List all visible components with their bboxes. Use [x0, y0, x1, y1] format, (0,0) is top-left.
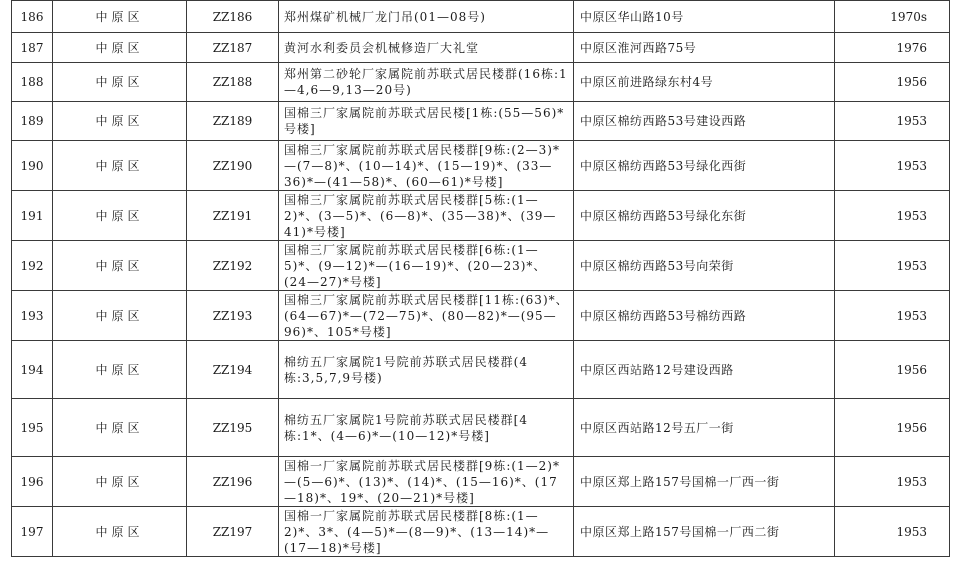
code-cell: ZZ190 [187, 141, 279, 191]
building-name-cell: 郑州第二砂轮厂家属院前苏联式居民楼群(16栋:1—4,6—9,13—20号) [279, 63, 574, 102]
year-cell: 1953 [835, 191, 950, 241]
code-cell: ZZ188 [187, 63, 279, 102]
year-cell: 1956 [835, 399, 950, 457]
address-cell: 中原区棉纺西路53号绿化东街 [574, 191, 835, 241]
building-name-cell: 国棉三厂家属院前苏联式居民楼群[11栋:(63)*、(64—67)*—(72—75)*、(80—82)*—(95—96)*、105*号楼] [279, 291, 574, 341]
row-number: 195 [12, 399, 53, 457]
year-cell: 1970s [835, 1, 950, 33]
building-name-cell: 国棉一厂家属院前苏联式居民楼群[9栋:(1—2)*—(5—6)*、(13)*、(14)*、(15—16)*、(17—18)*、19*、(20—21)*号楼] [279, 457, 574, 507]
year-cell: 1953 [835, 507, 950, 557]
table-row [12, 507, 950, 557]
year-cell: 1956 [835, 341, 950, 399]
district-cell: 中原区 [53, 102, 187, 141]
district-cell: 中原区 [53, 457, 187, 507]
row-number: 190 [12, 141, 53, 191]
row-number: 189 [12, 102, 53, 141]
table-row [12, 1, 950, 33]
building-name-cell: 黄河水利委员会机械修造厂大礼堂 [279, 33, 574, 63]
table-row [12, 457, 950, 507]
address-cell: 中原区华山路10号 [574, 1, 835, 33]
address-cell: 中原区棉纺西路53号绿化西街 [574, 141, 835, 191]
table-row [12, 191, 950, 241]
table-row [12, 399, 950, 457]
table-row [12, 33, 950, 63]
building-name-cell: 国棉三厂家属院前苏联式居民楼群[5栋:(1—2)*、(3—5)*、(6—8)*、(35—38)*、(39—41)*号楼] [279, 191, 574, 241]
code-cell: ZZ196 [187, 457, 279, 507]
address-cell: 中原区淮河西路75号 [574, 33, 835, 63]
year-cell: 1956 [835, 63, 950, 102]
code-cell: ZZ189 [187, 102, 279, 141]
row-number: 186 [12, 1, 53, 33]
year-cell: 1953 [835, 102, 950, 141]
year-cell: 1953 [835, 241, 950, 291]
district-cell: 中原区 [53, 507, 187, 557]
building-name-cell: 国棉三厂家属院前苏联式居民楼群[6栋:(1—5)*、(9—12)*—(16—19)*、(20—23)*、(24—27)*号楼] [279, 241, 574, 291]
heritage-buildings-table [11, 0, 950, 557]
code-cell: ZZ191 [187, 191, 279, 241]
building-name-cell: 国棉三厂家属院前苏联式居民楼[1栋:(55—56)*号楼] [279, 102, 574, 141]
row-number: 194 [12, 341, 53, 399]
code-cell: ZZ186 [187, 1, 279, 33]
address-cell: 中原区西站路12号五厂一街 [574, 399, 835, 457]
code-cell: ZZ195 [187, 399, 279, 457]
district-cell: 中原区 [53, 63, 187, 102]
row-number: 192 [12, 241, 53, 291]
district-cell: 中原区 [53, 141, 187, 191]
table-row [12, 341, 950, 399]
building-name-cell: 郑州煤矿机械厂龙门吊(01—08号) [279, 1, 574, 33]
row-number: 188 [12, 63, 53, 102]
year-cell: 1976 [835, 33, 950, 63]
code-cell: ZZ193 [187, 291, 279, 341]
table-row [12, 63, 950, 102]
building-name-cell: 国棉三厂家属院前苏联式居民楼群[9栋:(2—3)*—(7—8)*、(10—14)*、(15—19)*、(33—36)*—(41—58)*、(60—61)*号楼] [279, 141, 574, 191]
row-number: 191 [12, 191, 53, 241]
district-cell: 中原区 [53, 291, 187, 341]
district-cell: 中原区 [53, 241, 187, 291]
code-cell: ZZ187 [187, 33, 279, 63]
district-cell: 中原区 [53, 33, 187, 63]
year-cell: 1953 [835, 457, 950, 507]
address-cell: 中原区前进路绿东村4号 [574, 63, 835, 102]
district-cell: 中原区 [53, 1, 187, 33]
address-cell: 中原区棉纺西路53号向荣街 [574, 241, 835, 291]
table-row [12, 241, 950, 291]
table-row [12, 141, 950, 191]
address-cell: 中原区郑上路157号国棉一厂西二街 [574, 507, 835, 557]
row-number: 196 [12, 457, 53, 507]
code-cell: ZZ192 [187, 241, 279, 291]
district-cell: 中原区 [53, 191, 187, 241]
year-cell: 1953 [835, 291, 950, 341]
year-cell: 1953 [835, 141, 950, 191]
district-cell: 中原区 [53, 399, 187, 457]
row-number: 187 [12, 33, 53, 63]
building-name-cell: 棉纺五厂家属院1号院前苏联式居民楼群[4栋:1*、(4—6)*—(10—12)*号楼] [279, 399, 574, 457]
address-cell: 中原区棉纺西路53号棉纺西路 [574, 291, 835, 341]
code-cell: ZZ194 [187, 341, 279, 399]
district-cell: 中原区 [53, 341, 187, 399]
row-number: 197 [12, 507, 53, 557]
address-cell: 中原区西站路12号建设西路 [574, 341, 835, 399]
code-cell: ZZ197 [187, 507, 279, 557]
building-name-cell: 棉纺五厂家属院1号院前苏联式居民楼群(4栋:3,5,7,9号楼) [279, 341, 574, 399]
table-row [12, 102, 950, 141]
table-row [12, 291, 950, 341]
address-cell: 中原区郑上路157号国棉一厂西一街 [574, 457, 835, 507]
building-name-cell: 国棉一厂家属院前苏联式居民楼群[8栋:(1—2)*、3*、(4—5)*—(8—9)*、(13—14)*—(17—18)*号楼] [279, 507, 574, 557]
row-number: 193 [12, 291, 53, 341]
address-cell: 中原区棉纺西路53号建设西路 [574, 102, 835, 141]
